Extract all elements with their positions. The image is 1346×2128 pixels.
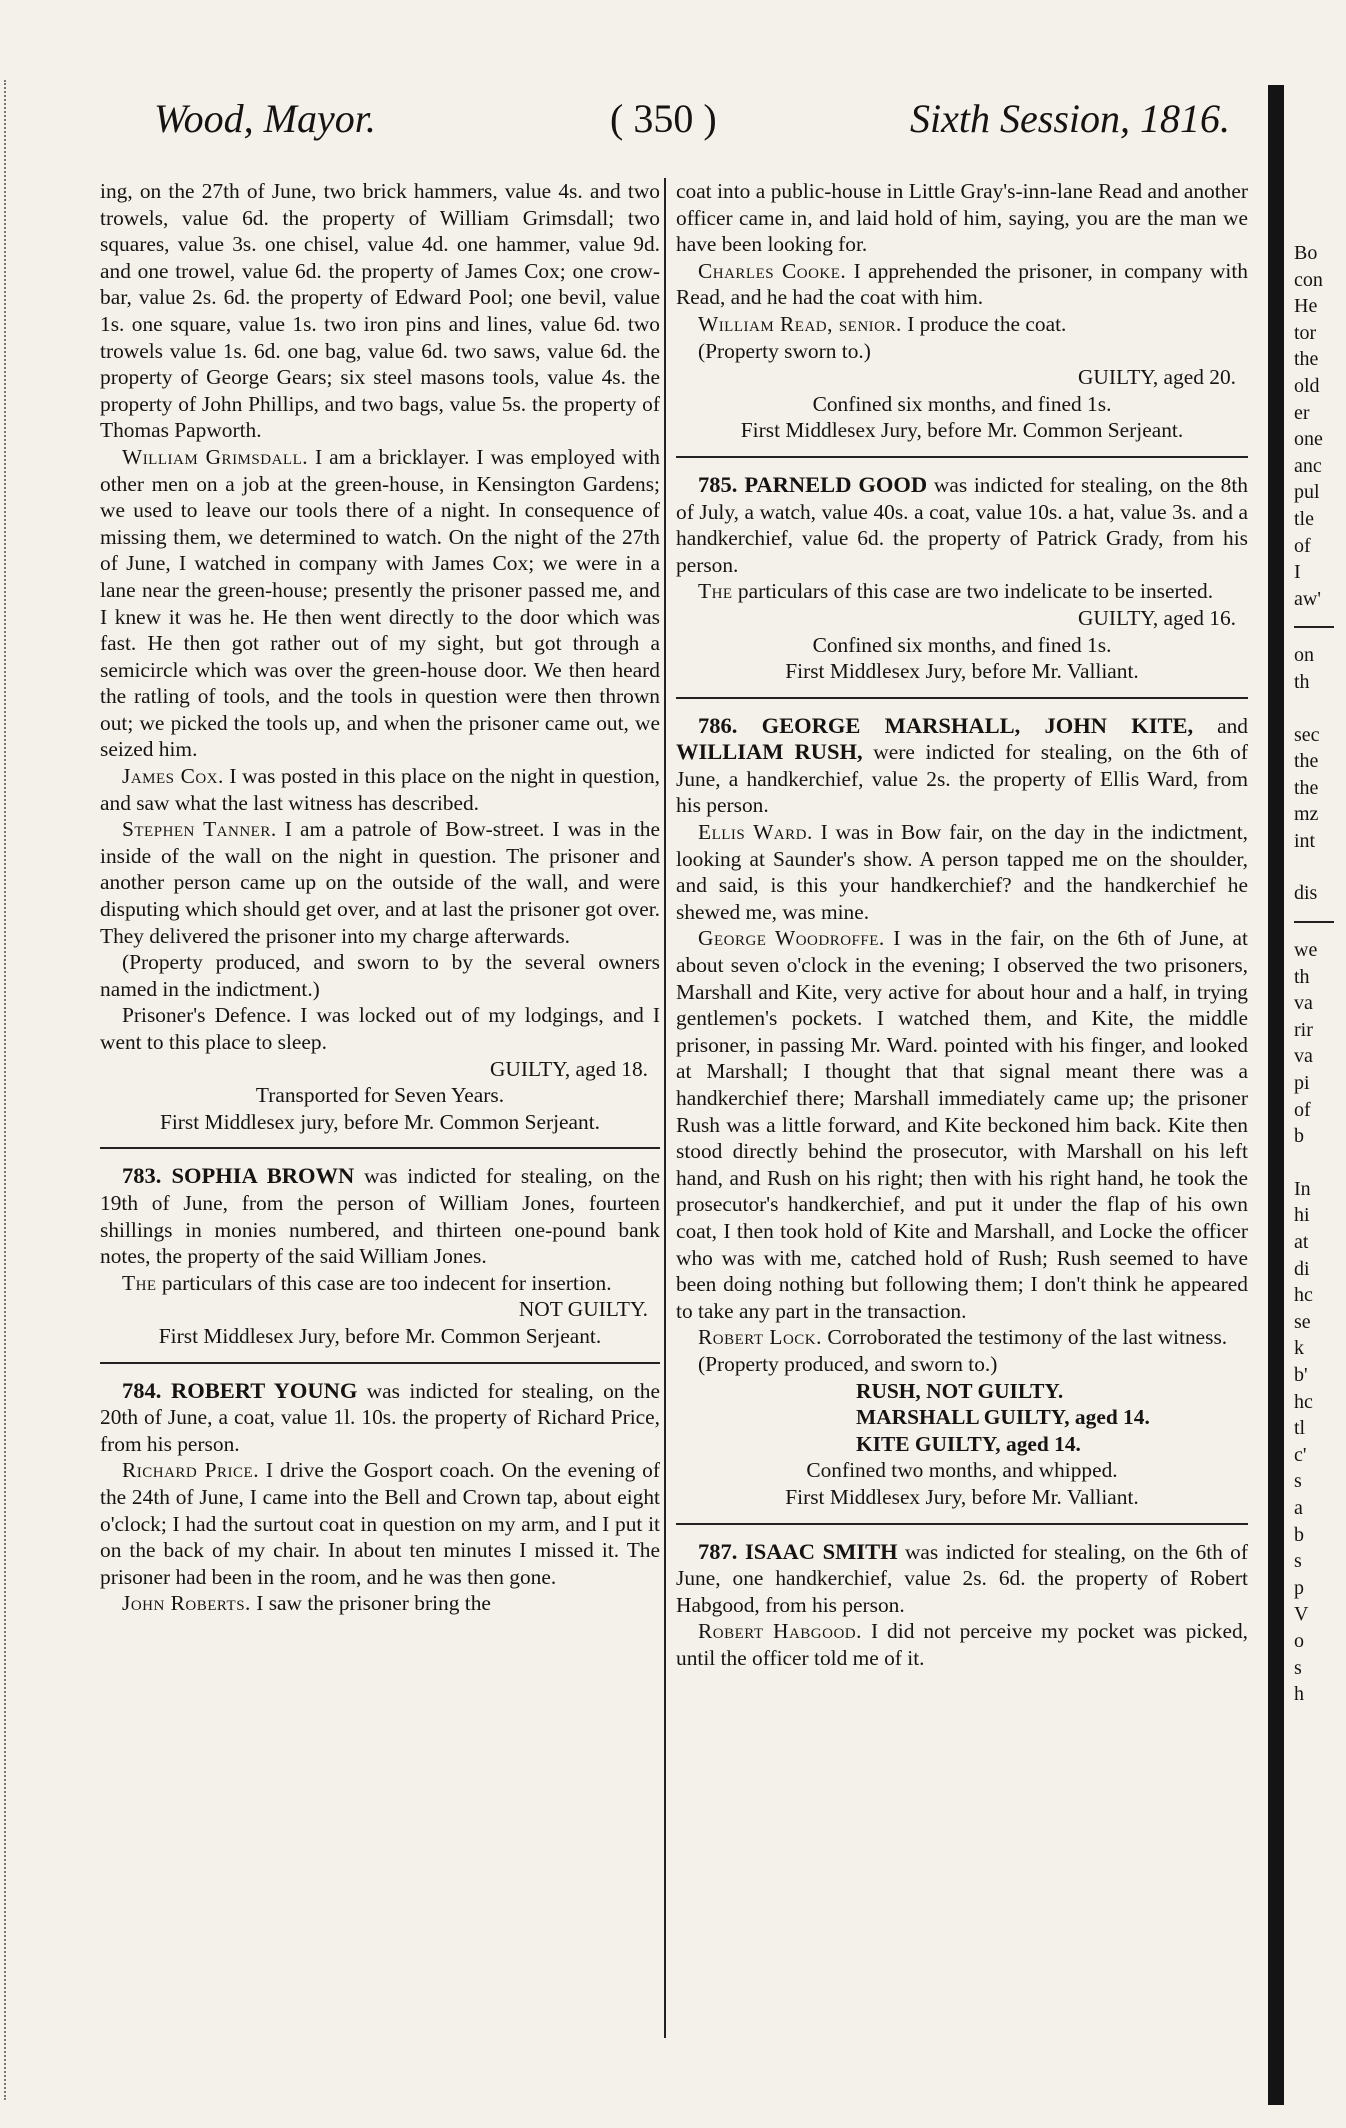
fragment-word: mz xyxy=(1294,803,1319,826)
case-divider xyxy=(676,1523,1248,1525)
testimony-text: I saw the prisoner bring the xyxy=(250,1591,491,1616)
fragment-word: aw' xyxy=(1294,587,1321,610)
property-note: (Property produced, and sworn to by the several owners named in the indictment.) xyxy=(100,950,660,1001)
property-note: (Property produced, and sworn to.) xyxy=(698,1351,998,1376)
fragment-word: hi xyxy=(1294,1204,1310,1227)
paragraph: ing, on the 27th of June, two brick hammers, value 4s. and two trowels, value 6d. the property of William Grimsdall; two squares, value 3s. one chisel, value 4d. one hammer, value 9d. and one trowel, value 6d. the property of James Cox; one crow-bar, value 2s. 6d. the property of Edward Pool; one bevil, value 1s. one square, value 1s. two iron pins and lines, value 6d. two trowels value 1s. 6d. one bag, value 6d. two saws, value 6d. the property of George Gears; six steel masons tools, value 4s. the property of John Phillips, and two bags, value 5s. the property of Thomas Papworth. xyxy=(100,179,660,443)
fragment-word: con xyxy=(1294,268,1323,291)
case-text: was indicted for stealing, on the 6th of June, one handkerchief, value 2s. 6d. the property of Robert Habgood, from his person. xyxy=(676,1539,1249,1617)
fragment-word: a xyxy=(1294,1496,1303,1519)
fragment-block xyxy=(1294,722,1346,855)
fragment-word: of xyxy=(1294,1098,1311,1121)
verdict: RUSH, NOT GUILTY. xyxy=(856,1378,1064,1403)
witness-name: Stephen Tanner. xyxy=(122,817,277,842)
fragment-block xyxy=(1294,1176,1346,1708)
fragment-rule xyxy=(1294,921,1334,923)
case-text: were indicted for stealing, on the 6th of June, a handkerchief, value 2s. the property of Ellis Ward, from his person. xyxy=(676,740,1248,818)
fragment-block xyxy=(1294,880,1346,907)
witness-testimony xyxy=(676,819,1248,925)
case-title: 786. GEORGE MARSHALL, JOHN KITE, xyxy=(698,712,1194,738)
running-header xyxy=(140,95,1230,165)
case-divider xyxy=(100,1147,660,1149)
witness-testimony xyxy=(676,258,1248,311)
case-note: The particulars of this case are two indelicate to be inserted. xyxy=(698,579,1214,604)
fragment-word: I xyxy=(1294,561,1301,584)
fragment-word: th xyxy=(1294,965,1310,988)
case-786: 786. GEORGE MARSHALL, JOHN KITE, and WILLIAM RUSH, were indicted for stealing, on the 6th of June, a handkerchief, value 2s. the property of Ellis Ward, from his person. xyxy=(676,712,1248,818)
jury-line: First Middlesex Jury, before Mr. Valliant. xyxy=(785,659,1139,684)
case-title: 785. PARNELD GOOD xyxy=(698,471,928,497)
fragment-word: va xyxy=(1294,992,1313,1015)
testimony-text: I produce the coat. xyxy=(901,311,1067,336)
testimony-text: I am a bricklayer. I was employed with other men on a job at the green-house, in Kensington Gardens; we used to leave our tools there of a night. In consequence of missing them, we determined to watch. On the night of the 27th of June, I watched in company with James Cox; we were in a lane near the green-house; presently the prisoner passed me, and I knew it was he. He then went directly to the door which was fast. He then got rather out of my sight, but got through a semicircle which was over the green-house door. We then heard the ratling of tools, and the tools in question were then thrown out; we picked the tools up, and when the prisoner came out, we seized him. xyxy=(100,444,660,762)
fragment-word: hc xyxy=(1294,1390,1313,1413)
case-divider xyxy=(100,1362,660,1364)
sentence: Confined six months, and fined 1s. xyxy=(812,632,1112,657)
jury-line: First Middlesex jury, before Mr. Common Serjeant. xyxy=(159,1109,601,1134)
sentence: Transported for Seven Years. xyxy=(255,1083,505,1108)
fragment-block xyxy=(1294,937,1346,1150)
fragment-word: b' xyxy=(1294,1363,1308,1386)
witness-testimony xyxy=(100,444,660,763)
case-note: The particulars of this case are too indecent for insertion. xyxy=(122,1270,612,1295)
fragment-word: rir xyxy=(1294,1018,1313,1041)
testimony-text: I apprehended the prisoner, in company with Read, and he had the coat with him. xyxy=(676,258,1248,310)
fragment-word: the xyxy=(1294,750,1319,773)
testimony-text: I was in the fair, on the 6th of June, at about seven o'clock in the evening; I observed the two prisoners, Marshall and Kite, very active for about hour and a half, in trying gentlemen's pockets. I watched them, and Kite, the middle prisoner, in passing Mr. Ward. pointed with his finger, and looked at Marshall; I thought that that signal meant there was a handkerchief there; Marshall immediately came up; the prisoner Rush was a little forward, and Kite beckoned him back. Kite then stood directly behind the prosecutor, with Marshall on his left hand, and Rush on his right; then with his right hand, he took the prosecutor's handkerchief, and put it under the flap of his own coat, I then took hold of Kite and Marshall, and Locke the officer who was with me, catched hold of Rush; Rush seemed to have been doing nothing but following them; I don't think he appeared to take any part in the transaction. xyxy=(676,926,1248,1323)
fragment-word: b xyxy=(1294,1125,1304,1148)
fragment-word: hc xyxy=(1294,1284,1313,1307)
case-783 xyxy=(100,1163,660,1269)
fragment-block xyxy=(1294,642,1346,695)
fragment-word: V xyxy=(1294,1603,1309,1626)
jury-line: First Middlesex Jury, before Mr. Common Serjeant. xyxy=(740,418,1184,443)
testimony-text: I am a patrole of Bow-street. I was in the inside of the wall on the night in question. The prisoner and another person came up on the outside of the wall, and were disputing which should get over, and at last the prisoner got over. They delivered the prisoner into my charge afterwards. xyxy=(100,817,660,948)
fragment-word: o xyxy=(1294,1629,1304,1652)
verdict: GUILTY, aged 20. xyxy=(1077,365,1236,390)
witness-name: Ellis Ward. xyxy=(698,820,813,845)
testimony-text: I did not perceive my pocket was picked, until the officer told me of it. xyxy=(676,1619,1248,1670)
case-title: 783. SOPHIA BROWN xyxy=(122,1163,355,1189)
jury-line: First Middlesex Jury, before Mr. Common Serjeant. xyxy=(158,1323,602,1348)
case-text: was indicted for stealing, on the 20th of June, a coat, value 1l. 10s. the property of Richard Price, from his person. xyxy=(100,1378,660,1456)
testimony-text: I drive the Gosport coach. On the evening of the 24th of June, I came into the Bell and Crown tap, about eight o'clock; I had the surtout coat in question on my arm, and I put it on the back of my chair. In about ten minutes I missed it. The prisoner had been in the room, and he was then gone. xyxy=(100,1458,660,1589)
witness-testimony xyxy=(676,311,1248,338)
witness-name: William Read, senior. xyxy=(698,311,902,336)
fragment-word: s xyxy=(1294,1470,1302,1493)
fragment-word: k xyxy=(1294,1337,1304,1360)
witness-name: Robert Lock. xyxy=(698,1325,822,1350)
witness-testimony xyxy=(100,763,660,816)
column-rule xyxy=(664,178,666,2038)
witness-testimony xyxy=(676,1324,1248,1351)
case-title-continued: WILLIAM RUSH, xyxy=(676,739,863,765)
paragraph: coat into a public-house in Little Gray's-inn-lane Read and another officer came in, and laid hold of him, saying, you are the man we have been looking for. xyxy=(676,179,1248,257)
header-left: Wood, Mayor. xyxy=(154,96,376,141)
witness-name: George Woodroffe. xyxy=(698,926,885,951)
witness-testimony xyxy=(676,1618,1248,1671)
witness-testimony xyxy=(100,1457,660,1590)
property-note: (Property sworn to.) xyxy=(698,338,871,363)
case-787 xyxy=(676,1539,1248,1619)
testimony-text: I was in Bow fair, on the day in the indictment, looking at Saunder's show. A person tapped me on the shoulder, and said, is this your handkerchief? and the handkerchief he shewed me, was mine. xyxy=(676,820,1248,924)
fragment-word: anc xyxy=(1294,454,1322,477)
case-785 xyxy=(676,472,1248,578)
fragment-word: on xyxy=(1294,644,1314,667)
sentence: Confined two months, and whipped. xyxy=(806,1458,1118,1483)
case-784 xyxy=(100,1378,660,1458)
witness-name: John Roberts. xyxy=(122,1591,251,1616)
fragment-word: va xyxy=(1294,1045,1313,1068)
case-divider xyxy=(676,456,1248,458)
page-number: ( 350 ) xyxy=(610,96,717,141)
witness-testimony xyxy=(100,1590,660,1617)
page-edge-binding xyxy=(4,80,12,2100)
fragment-word: di xyxy=(1294,1257,1310,1280)
page-gutter-shadow xyxy=(1268,85,1284,2105)
verdict: KITE GUILTY, aged 14. xyxy=(856,1431,1081,1456)
fragment-word: dis xyxy=(1294,882,1318,905)
case-text: was indicted for stealing, on the 19th of June, from the person of William Jones, fourteen shillings in monies numbered, and thirteen one-pound bank notes, the property of the said William Jones. xyxy=(100,1164,660,1269)
right-column xyxy=(676,178,1248,1671)
fragment-word: the xyxy=(1294,776,1319,799)
fragment-word: b xyxy=(1294,1523,1304,1546)
fragment-word: s xyxy=(1294,1550,1302,1573)
witness-name: Richard Price. xyxy=(122,1458,260,1483)
prisoner-defence: Prisoner's Defence. I was locked out of my lodgings, and I went to this place to sleep. xyxy=(100,1003,660,1054)
fragment-word: of xyxy=(1294,534,1311,557)
case-title: 784. ROBERT YOUNG xyxy=(122,1377,358,1403)
sentence: Confined six months, and fined 1s. xyxy=(812,391,1112,416)
testimony-text: I was posted in this place on the night in question, and saw what the last witness has described. xyxy=(100,764,660,815)
fragment-block xyxy=(1294,240,1346,612)
fragment-word: tor xyxy=(1294,321,1317,344)
fragment-word: p xyxy=(1294,1576,1304,1599)
verdict: GUILTY, aged 18. xyxy=(489,1056,648,1081)
left-column xyxy=(100,178,660,1617)
witness-testimony xyxy=(100,816,660,949)
header-right: Sixth Session, 1816. xyxy=(910,96,1230,141)
witness-name: Charles Cooke. xyxy=(698,258,847,283)
case-title: 787. ISAAC SMITH xyxy=(698,1538,898,1564)
fragment-word: Bo xyxy=(1294,242,1318,264)
case-divider xyxy=(676,697,1248,699)
fragment-word: pul xyxy=(1294,481,1320,504)
fragment-word: er xyxy=(1294,401,1310,424)
fragment-word: He xyxy=(1294,295,1318,318)
verdict: MARSHALL GUILTY, aged 14. xyxy=(856,1405,1150,1430)
verdict: GUILTY, aged 16. xyxy=(1077,605,1236,630)
case-text: was indicted for stealing, on the 8th of July, a watch, value 40s. a coat, value 10s. a hat, value 3s. and a handkerchief, value 6d. the property of Patrick Grady, from his person. xyxy=(676,472,1248,577)
fragment-word: In xyxy=(1294,1177,1311,1200)
facing-page-fragment xyxy=(1294,240,1346,2110)
fragment-word: s xyxy=(1294,1656,1302,1679)
fragment-word: th xyxy=(1294,670,1310,693)
witness-name: Robert Habgood. xyxy=(698,1619,862,1644)
fragment-word: sec xyxy=(1294,723,1320,746)
fragment-word: h xyxy=(1294,1683,1304,1706)
fragment-word: c' xyxy=(1294,1443,1307,1466)
fragment-word: tl xyxy=(1294,1417,1306,1440)
fragment-word: se xyxy=(1294,1310,1311,1333)
fragment-word: we xyxy=(1294,939,1318,962)
fragment-rule xyxy=(1294,626,1334,628)
verdict: NOT GUILTY. xyxy=(518,1297,648,1322)
fragment-word: the xyxy=(1294,348,1319,371)
fragment-word: at xyxy=(1294,1231,1309,1253)
witness-testimony xyxy=(676,925,1248,1324)
fragment-word: old xyxy=(1294,374,1320,397)
jury-line: First Middlesex Jury, before Mr. Valliant. xyxy=(785,1484,1139,1509)
fragment-word: pi xyxy=(1294,1072,1310,1095)
fragment-word: one xyxy=(1294,428,1323,451)
witness-name: James Cox. xyxy=(122,764,224,789)
witness-name: William Grimsdall. xyxy=(122,444,309,469)
fragment-word: tle xyxy=(1294,507,1314,530)
testimony-text: Corroborated the testimony of the last witness. xyxy=(821,1325,1228,1350)
fragment-word: int xyxy=(1294,829,1316,852)
